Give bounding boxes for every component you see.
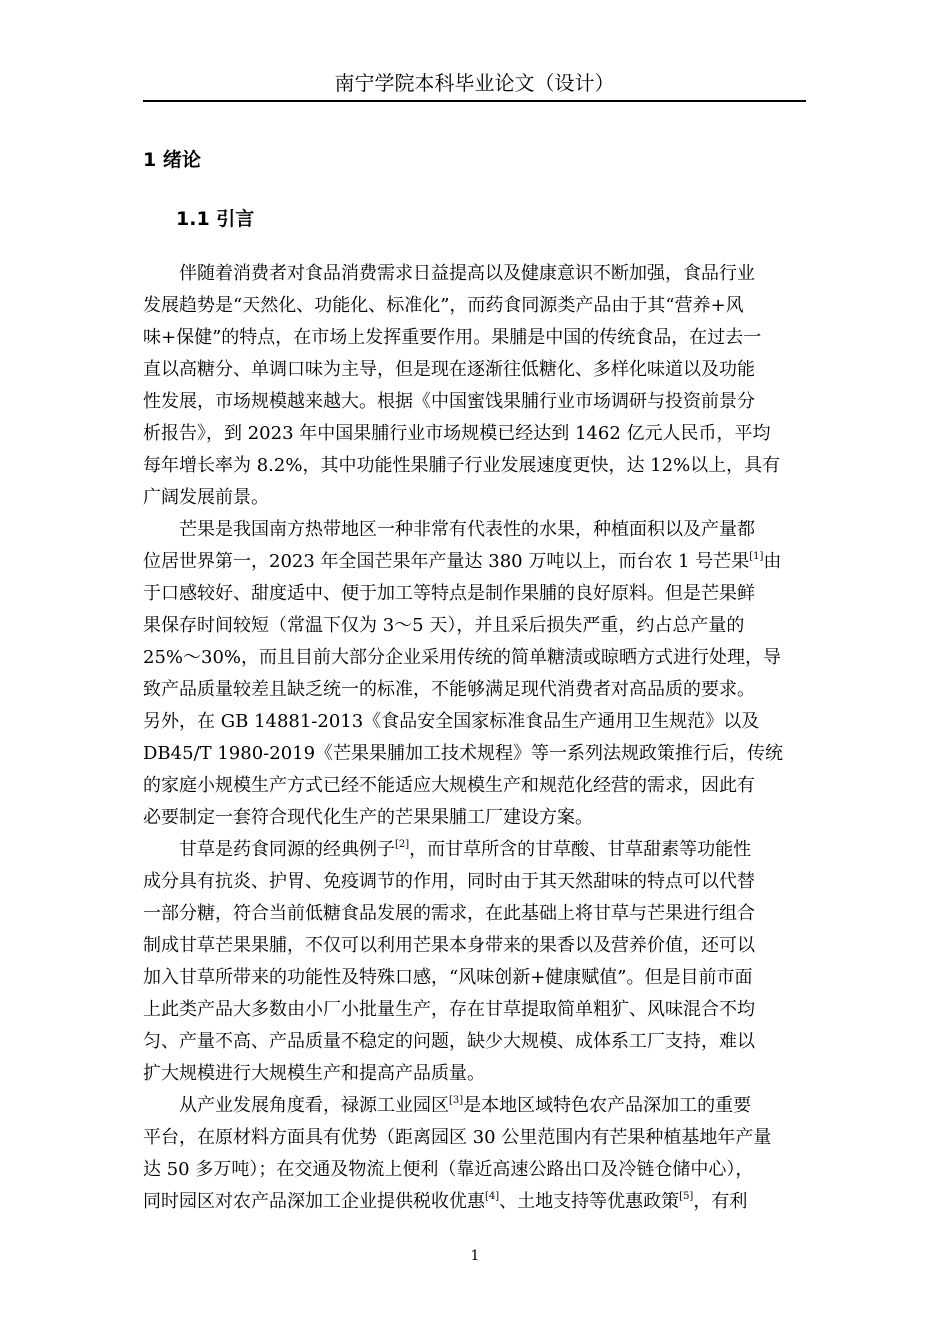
text-line (179, 834, 806, 866)
text-line (143, 1186, 806, 1218)
text-line: 加入甘草所带来的功能性及特殊口感，“风味创新+健康赋值”。但是目前市面 (143, 967, 753, 988)
text-segment: 从产业发展角度看，禄源工业园区 (179, 1095, 449, 1116)
text-line: 致产品质量较差且缺乏统一的标准，不能够满足现代消费者对高品质的要求。 (143, 679, 755, 700)
text-line: 的家庭小规模生产方式已经不能适应大规模生产和规范化经营的需求，因此有 (143, 775, 755, 796)
text-line: 上此类产品大多数由小厂小批量生产，存在甘草提取简单粗犷、风味混合不均 (143, 999, 755, 1020)
text-segment: ，有利 (693, 1191, 748, 1212)
text-line: 直以高糖分、单调口味为主导，但是现在逐渐往低糖化、多样化味道以及功能 (143, 359, 755, 380)
text-line: DB45/T 1980-2019《芒果果脯加工技术规程》等一系列法规政策推行后，传统 (143, 743, 784, 764)
text-segment: 位居世界第一，2023 年全国芒果年产量达 380 万吨以上，而台农 1 号芒果 (143, 551, 750, 572)
text-segment: ，而甘草所含的甘草酸、甘草甜素等功能性 (409, 839, 752, 860)
text-line: 于口感较好、甜度适中、便于加工等特点是制作果脯的良好原料。但是芒果鲜 (143, 583, 755, 604)
text-line: 每年增长率为 8.2%，其中功能性果脯子行业发展速度更快，达 12%以上，具有 (143, 455, 781, 476)
text-segment: 同时园区对农产品深加工企业提供税收优惠 (143, 1191, 485, 1212)
section-heading: 1.1 引言 (176, 208, 255, 230)
citation-ref: [3] (449, 1095, 464, 1106)
text-line: 成分具有抗炎、护胃、免疫调节的作用，同时由于其天然甜味的特点可以代替 (143, 871, 755, 892)
text-line: 制成甘草芒果果脯，不仅可以利用芒果本身带来的果香以及营养价值，还可以 (143, 935, 755, 956)
text-line: 达 50 多万吨）；在交通及物流上便利（靠近高速公路出口及冷链仓储中心）， (143, 1159, 754, 1180)
text-line: 果保存时间较短（常温下仅为 3～5 天），并且采后损失严重，约占总产量的 (143, 615, 745, 636)
text-line: 伴随着消费者对食品消费需求日益提高以及健康意识不断加强，食品行业 (179, 263, 755, 284)
text-segment: 、土地支持等优惠政策 (499, 1191, 680, 1212)
text-line: 广阔发展前景。 (143, 487, 269, 508)
citation-ref: [5] (679, 1191, 694, 1202)
text-line: 味+保健”的特点，在市场上发挥重要作用。果脯是中国的传统食品，在过去一 (143, 327, 762, 348)
text-line: 芒果是我国南方热带地区一种非常有代表性的水果，种植面积以及产量都 (179, 519, 755, 540)
page-header: 南宁学院本科毕业论文（设计） (143, 66, 806, 102)
citation-ref: [2] (395, 839, 410, 850)
text-line: 平台，在原材料方面具有优势（距离园区 30 公里范围内有芒果种植基地年产量 (143, 1127, 772, 1148)
text-line: 性发展，市场规模越来越大。根据《中国蜜饯果脯行业市场调研与投资前景分 (143, 391, 755, 412)
text-line: 必要制定一套符合现代化生产的芒果果脯工厂建设方案。 (143, 807, 593, 828)
text-line (179, 1090, 806, 1122)
text-line: 扩大规模进行大规模生产和提高产品质量。 (143, 1063, 485, 1084)
text-line: 匀、产量不高、产品质量不稳定的问题，缺少大规模、成体系工厂支持，难以 (143, 1031, 755, 1052)
page-number: 1 (470, 1248, 480, 1264)
text-line: 25%～30%，而且目前大部分企业采用传统的简单糖渍或晾晒方式进行处理，导 (143, 647, 782, 668)
text-line: 另外，在 GB 14881-2013《食品安全国家标准食品生产通用卫生规范》以及 (143, 711, 760, 732)
text-segment: 甘草是药食同源的经典例子 (179, 839, 395, 860)
text-line: 发展趋势是“天然化、功能化、标准化”，而药食同源类产品由于其“营养+风 (143, 295, 744, 316)
text-line: 一部分糖，符合当前低糖食品发展的需求，在此基础上将甘草与芒果进行组合 (143, 903, 755, 924)
text-segment: 是本地区域特色农产品深加工的重要 (463, 1095, 752, 1116)
text-line (143, 546, 806, 578)
text-segment: 由 (763, 551, 782, 572)
chapter-heading: 1 绪论 (143, 149, 201, 171)
text-line: 析报告》，到 2023 年中国果脯行业市场规模已经达到 1462 亿元人民币，平均 (143, 423, 771, 444)
citation-ref: [4] (485, 1191, 500, 1202)
citation-ref: [1] (749, 551, 764, 562)
